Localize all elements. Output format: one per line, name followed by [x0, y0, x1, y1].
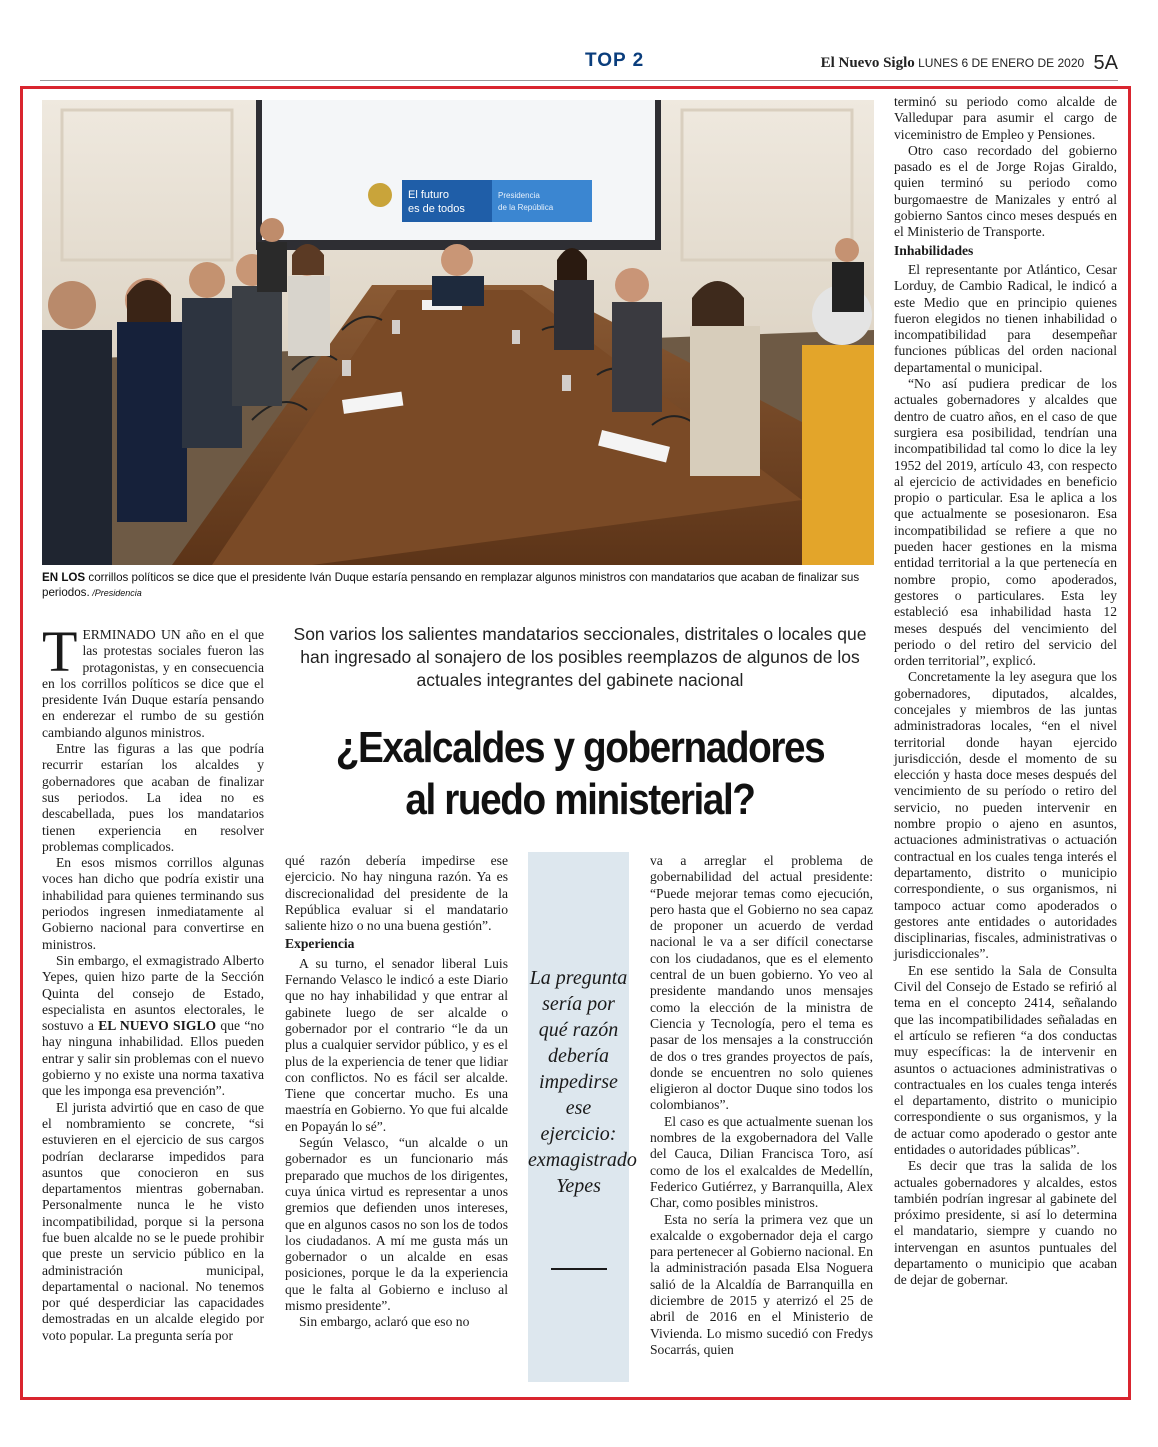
caption-text: corrillos políticos se dice que el presidente Iván Duque estaría pensando en remplazar algunos ministros con mandatarios que acaban de finalizar sus periodos. [42, 571, 860, 599]
pullquote-rule [551, 1268, 607, 1270]
col1-paragraph-1: TERMINADO UN año en el que las protestas sociales fueron las protagonistas, y en consecuencia en los corrillos políticos se dice que el presidente Iván Duque estaría pensando en enderezar el rumbo de su gestión cambiando algunos ministros. [42, 619, 264, 740]
pullquote-text: La pregunta sería por qué razón debería impedirse ese ejercicio: exmagistrado Yepes [528, 967, 637, 1197]
headline-line-1: ¿Exalcaldes y gobernadores [335, 723, 825, 772]
screen-text-2: es de todos [408, 203, 465, 215]
col4-paragraph-3: El representante por Atlántico, Cesar Lorduy, de Cambio Radical, le indicó a este Medio que en principio quienes fueron elegidos no tienen inhabilidad o incompatibilidad para desempeñar funciones públicas del orden nacional departamental o municipal. [894, 261, 1117, 375]
screen-text-1: El futuro [408, 189, 449, 201]
col2-paragraph-3: Según Velasco, “un alcalde o un gobernador es un funcionario más preparado que muchos de los dirigentes, cuya única virtud es representar a unos gremios que defienden unos intereses, que en algunos casos no son los de todos los ciudadanos. A mí me gusta más un gobernador o un alcalde en esas posiciones, porque le da la experiencia que le falta al Gobierno e incluso al mismo presidente”. [285, 1135, 508, 1314]
meeting-photo-illustration [42, 100, 874, 565]
photo-credit: /Presidencia [89, 588, 142, 598]
newspaper-name: El Nuevo Siglo [820, 55, 915, 71]
section-tag: TOP 2 [585, 50, 645, 71]
newspaper-mention: EL NUEVO SIGLO [98, 1018, 217, 1034]
subheading-inhabilidades: Inhabilidades [894, 242, 974, 258]
dropcap: T [42, 619, 78, 684]
article-photo [42, 100, 874, 565]
column-4 [894, 94, 1117, 1289]
issue-date: LUNES 6 DE ENERO DE 2020 [918, 56, 1085, 70]
col1-paragraph-4: Sin embargo, el exmagistrado Alberto Yepes, quien hizo parte de la Sección Quinta del consejo de Estado, especialista en asuntos electorales, le sostuvo a EL NUEVO SIGLO que “no hay ninguna inhabilidad. Ellos pueden entrar y salir sin problemas con el nuevo gobierno y no existe una norma taxativa que les imponga esa prevención”. [42, 952, 264, 1099]
article-subhead: Son varios los salientes mandatarios seccionales, distritales o locales que han ingresado al sonajero de los posibles reemplazos de algunos de los actuales integrantes del gabinete nacional [293, 624, 867, 690]
masthead [821, 52, 1118, 75]
page-header [40, 48, 1118, 81]
col1-paragraph-2: Entre las figuras a las que podría recurrir estarían los alcaldes y gobernadores que acaban de finalizar sus periodos. La idea no es descabellada, pues los mandatarios tienen experiencia en resolver problemas complicados. [42, 741, 264, 854]
column-1 [42, 619, 264, 1344]
col4-paragraph-6: En ese sentido la Sala de Consulta Civil del Consejo de Estado se refirió al tema en el concepto 2414, señalando que las incompatibilidades señaladas en el artículo se refieren “a dos conductas muy específicas: la de intervenir en asuntos o actuaciones administrativas o contractuales en los cuales tenga interés el departamento, distrito o municipio correspondiente o sus organismos, y la de actuar como apoderado o gestor ante entidades o autoridades públicas”. [894, 962, 1117, 1157]
col2-paragraph-1: qué razón debería impedirse ese ejercicio. No hay ninguna razón. Ya es discrecionalidad del presidente de la República evaluar si el mandatario saliente hizo o no una buena gestión”. [285, 853, 508, 934]
col1-paragraph-5: El jurista advirtió que en caso de que el nombramiento se concrete, “si estuvieren en el ejercicio de sus cargos podrían declararse impedidos para asuntos que conocieron en sus departamentos mientras gobernaban. Personalmente nunca le he visto incompatibilidad, porque si la persona fue buen alcalde no se le puede prohibir que preste un servicio público en la administración municipal, departamental o nacional. No tenemos por qué desperdiciar las capacidades demostradas en un alcalde elegido por voto popular. La pregunta sería por [42, 1099, 264, 1343]
col2-paragraph-2: A su turno, el senador liberal Luis Fernando Velasco le indicó a este Diario que no hay inhabilidad y que entrar al gabinete luego de ser alcalde o gobernador por el contrario “le da un plus a cualquier servidor público, y es el plus de la experiencia de tener que lidiar con conflictos. No es fácil ser alcalde. Tiene que concertar mucho. Es una maestría en Gobierno. Yo que fui alcalde en Popayán lo sé”. [285, 955, 508, 1134]
page-number: 5A [1093, 52, 1118, 74]
photo-caption [42, 570, 874, 601]
lead-caps: ERMINADO UN [82, 627, 181, 642]
screen-text-3: Presidencia [498, 191, 540, 200]
col4-paragraph-4: “No así pudiera predicar de los actuales gobernadores y alcaldes que dentro de cuatro años, en el caso de que surgiera esa posibilidad, tendrían una incompatibilidad tal como lo dice la ley 1952 del 2019, artículo 43, con respecto al ejercicio de actividades en beneficio propio o particular. Esa le aplica a los que actualmente se posesionaron. Esa incompatibilidad se refiere a que no pueden hacer gestiones en la misma entidad territorial a la que pertenecía en nombre propio, como apoderados, gestores o particulares. Esta ley estableció esa inhabilidad hasta 12 meses después del vencimiento del periodo o del retiro del servicio del orden territorial”, explicó. [894, 376, 1117, 669]
col3-paragraph-3: Esta no sería la primera vez que un exalcalde o exgobernador deja el cargo para pertenecer al Gobierno nacional. En la administración pasada Elsa Noguera salió de la Alcaldía de Barranquilla en diciembre de 2015 y aterrizó el 25 de abril de 2016 en el Ministerio de Vivienda. Lo mismo sucedió con Fredys Socarrás, quien [650, 1211, 873, 1357]
article-headline [318, 722, 842, 826]
col1-paragraph-3: En esos mismos corrillos algunas voces han dicho que podría existir una inhabilidad para quienes terminando sus periodos ingresen inmediatamente al Gobierno nacional para convertirse en ministros. [42, 855, 264, 952]
col4-paragraph-7: Es decir que tras la salida de los actuales gobernadores y alcaldes, estos también podrían ingresar al gabinete del próximo presidente, si así lo determina el mandatario, siempre y cuando no intervengan en asuntos puntuales del departamento o municipio que acaban de dejar de gobernar. [894, 1158, 1117, 1288]
col4-paragraph-1: terminó su periodo como alcalde de Valledupar para asumir el cargo de viceministro de Empleo y Pensiones. [894, 94, 1117, 142]
headline-line-2: al ruedo ministerial? [405, 775, 755, 824]
caption-lead: EN LOS [42, 571, 86, 584]
screen-text-4: de la República [498, 203, 554, 212]
col3-paragraph-1: va a arreglar el problema de gobernabilidad del actual presidente: “Puede mejorar temas como ejecución, pero hasta que el Gobierno no sea capaz de proponer un acuerdo de verdad nacional le va a ser difícil conectarse con los ciudadanos, que es el elemento central de un buen gobierno. Yo veo al presidente mandando unos mensajes como la elección de la ministra de Ciencia y Tecnología, pero el tema es pasar de los mensajes a la construcción de dos o tres grandes proyectos de país, donde se encuentren no solo quienes eligieron al doctor Duque sino todos los colombianos”. [650, 853, 873, 1113]
col4-paragraph-5: Concretamente la ley asegura que los gobernadores, diputados, alcaldes, concejales y miembros de las juntas administradoras locales, “en el nivel territorial donde hayan ejercido jurisdicción, desde el momento de su elección y hasta doce meses después del vencimiento de su período o retiro del servicio, no pueden intervenir en nombre propio o ajeno en asuntos, actuaciones administrativas o actuación contractual en los cuales tenga interés el departamento, distrito o municipio correspondiente, o sus organismos, ni tampoco actuar como apoderados o gestores ante entidades o autoridades disciplinarias, fiscales, administrativas o jurisdiccionales”. [894, 669, 1117, 962]
screen-banner-blue [402, 180, 492, 222]
column-2 [285, 853, 508, 1331]
col2-paragraph-4: Sin embargo, aclaró que eso no [299, 1314, 470, 1330]
subheading-experiencia: Experiencia [285, 936, 355, 952]
col3-paragraph-2: El caso es que actualmente suenan los nombres de la exgobernadora del Valle del Cauca, Dilian Francisca Toro, así como de los el exalcaldes de Medellín, Federico Gutiérrez, y Barranquilla, Alex Char, como posibles ministros. [650, 1113, 873, 1211]
col4-paragraph-2: Otro caso recordado del gobierno pasado es el de Jorge Rojas Giraldo, quien terminó su periodo como burgomaestre de Manizales y entró al gobierno Santos cinco meses después en el Ministerio de Transporte. [894, 142, 1117, 240]
column-3 [650, 853, 873, 1358]
